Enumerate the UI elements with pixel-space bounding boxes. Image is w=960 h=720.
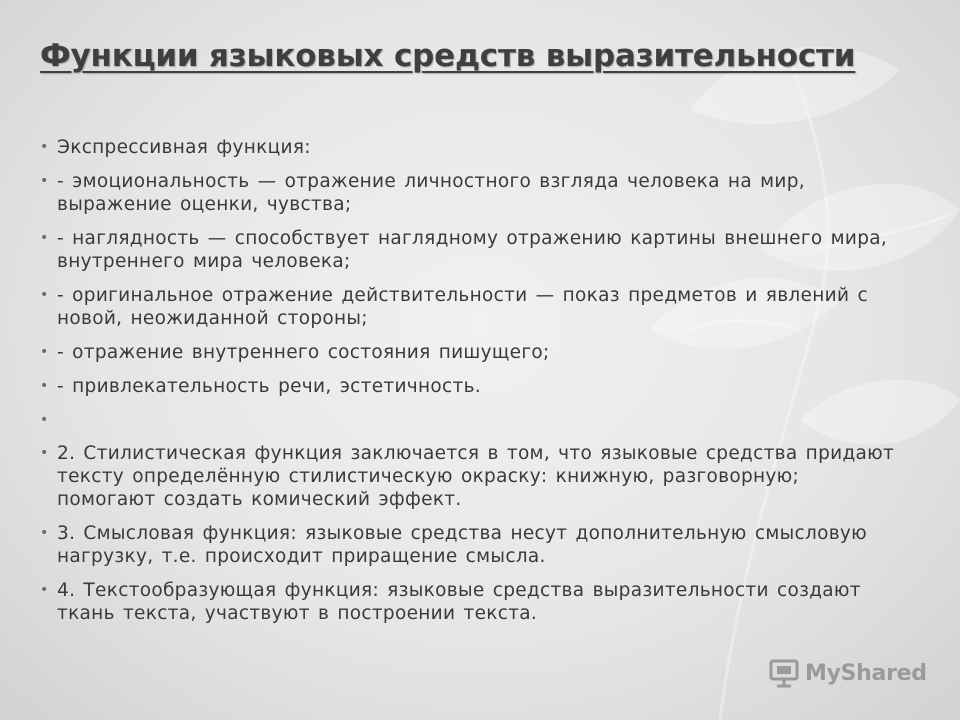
list-item-text: - оригинальное отражение действительности — показ предметов и явлений с новой, неожиданной стороны; — [57, 285, 868, 329]
list-item-text: - эмоциональность — отражение личностного взгляда человека на мир, выражение оценки, чувства; — [57, 171, 805, 215]
bullet-marker: • — [40, 230, 49, 246]
bullet-list — [40, 136, 900, 636]
list-item-text: 3. Смысловая функция: языковые средства несут дополнительную смысловую нагрузку, т.е. происходит приращение смысла. — [57, 523, 868, 567]
bullet-marker: • — [40, 525, 49, 541]
presentation-board-icon — [768, 657, 800, 689]
bullet-marker: • — [40, 287, 49, 303]
list-item — [40, 284, 900, 330]
watermark-text: MyShared — [805, 660, 927, 686]
list-item-text: - привлекательность речи, эстетичность. — [57, 376, 481, 397]
bullet-marker: • — [40, 582, 49, 598]
bullet-marker: • — [40, 173, 49, 189]
list-item-empty — [40, 409, 900, 432]
list-item-text: - отражение внутреннего состояния пишущего; — [57, 342, 550, 363]
list-item — [40, 227, 900, 273]
list-item — [40, 522, 900, 568]
list-item — [40, 375, 900, 398]
bullet-marker: • — [40, 139, 49, 155]
bullet-marker: • — [40, 445, 49, 461]
list-item — [40, 341, 900, 364]
list-item — [40, 579, 900, 625]
bullet-marker: • — [40, 378, 49, 394]
list-item — [40, 136, 900, 159]
list-item-text: 2. Стилистическая функция заключается в том, что языковые средства придают тексту определённую стилистическую окраску: книжную, разговорную; помогают создать комический эффект. — [57, 443, 895, 510]
list-item — [40, 442, 900, 511]
list-item — [40, 170, 900, 216]
list-item-text: Экспрессивная функция: — [57, 137, 311, 158]
bullet-marker: • — [40, 412, 49, 428]
myshared-watermark[interactable] — [768, 657, 927, 689]
list-item-text: - наглядность — способствует наглядному отражению картины внешнего мира, внутреннего мира человека; — [57, 228, 888, 272]
list-item-text: 4. Текстообразующая функция: языковые средства выразительности создают ткань текста, участвуют в построении текста. — [57, 580, 861, 624]
bullet-marker: • — [40, 344, 49, 360]
slide-title: Функции языковых средств выразительности — [40, 38, 856, 74]
